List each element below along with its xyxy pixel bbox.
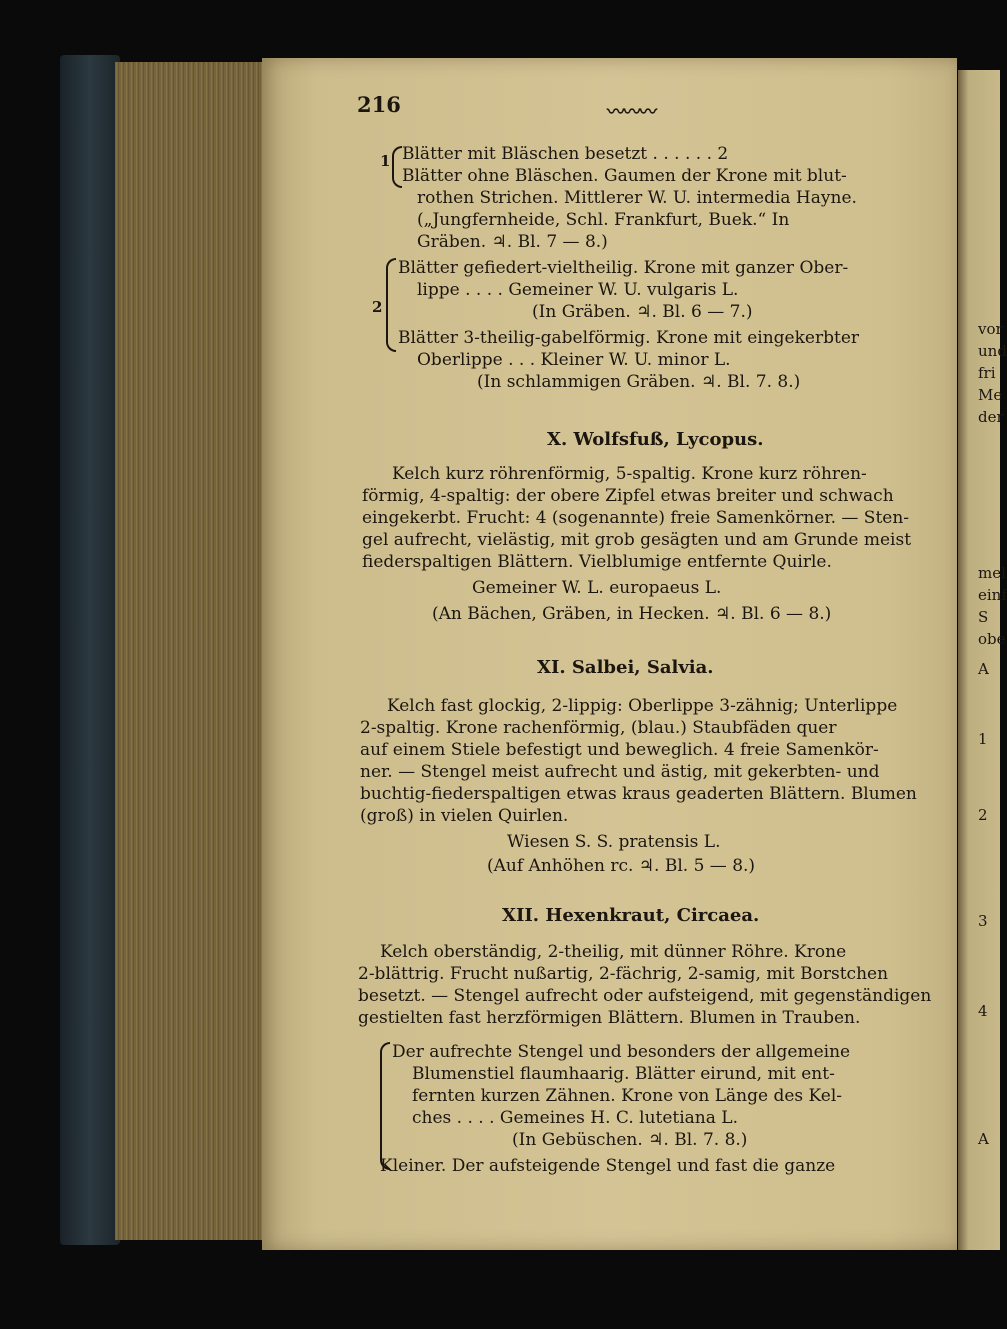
right-fragment: 2 — [978, 806, 988, 824]
key-3-line-2: Blumenstiel flaumhaarig. Blätter eirund, mit ent- — [412, 1064, 835, 1084]
key-number-1: 1 — [380, 152, 391, 170]
brace-1 — [392, 146, 402, 188]
key-number-2: 2 — [372, 298, 383, 316]
section-xi-line-8: (Auf Anhöhen rc. ♃. Bl. 5 — 8.) — [487, 856, 756, 876]
key-2-line-2: lippe . . . . Gemeiner W. U. vulgaris L. — [417, 280, 739, 300]
section-x-line-7: (An Bächen, Gräben, in Hecken. ♃. Bl. 6 — 8.) — [432, 604, 832, 624]
section-xi-line-6: (groß) in vielen Quirlen. — [360, 806, 569, 826]
right-fragment: vor — [978, 320, 1003, 338]
section-x-line-3: eingekerbt. Frucht: 4 (sogenannte) freie Samenkörner. — Sten- — [362, 508, 910, 528]
right-fragment: 4 — [978, 1002, 988, 1020]
section-x-line-2: förmig, 4-spaltig: der obere Zipfel etwas breiter und schwach — [362, 486, 894, 506]
section-xi-line-1: Kelch fast glockig, 2-lippig: Oberlippe 3-zähnig; Unterlippe — [387, 696, 898, 716]
brace-2 — [386, 258, 396, 352]
right-fragment: A — [978, 660, 989, 678]
section-xii-line-4: gestielten fast herzförmigen Blättern. Blumen in Trauben. — [358, 1008, 861, 1028]
key-1-line-5: Gräben. ♃. Bl. 7 — 8.) — [417, 232, 608, 252]
right-fragment: fri — [978, 364, 996, 382]
right-fragment: 3 — [978, 912, 988, 930]
book-page — [262, 58, 957, 1250]
section-xi-line-4: ner. — Stengel meist aufrecht und ästig, mit gekerbten- und — [360, 762, 880, 782]
key-1-line-2: Blätter ohne Bläschen. Gaumen der Krone mit blut- — [402, 166, 847, 186]
right-fragment: Me — [978, 386, 1003, 404]
facing-page-edge — [958, 70, 1007, 1250]
key-3-line-1: Der aufrechte Stengel und besonders der allgemeine — [392, 1042, 851, 1062]
section-xi-heading: XI. Salbei, Salvia. — [537, 657, 714, 678]
key-2-line-5: Oberlippe . . . Kleiner W. U. minor L. — [417, 350, 731, 370]
section-x-heading: X. Wolfsfuß, Lycopus. — [547, 429, 764, 450]
right-fragment: der — [978, 408, 1004, 426]
key-2-line-6: (In schlammigen Gräben. ♃. Bl. 7. 8.) — [477, 372, 801, 392]
right-fragment: einf — [978, 586, 1007, 604]
key-2-line-4: Blätter 3-theilig-gabelförmig. Krone mit eingekerbter — [398, 328, 860, 348]
section-xi-line-3: auf einem Stiele befestigt und beweglich. 4 freie Samenkör- — [360, 740, 879, 760]
section-xi-line-7: Wiesen S. S. pratensis L. — [507, 832, 721, 852]
key-3-line-6: Kleiner. Der aufsteigende Stengel und fast die ganze — [380, 1156, 836, 1176]
key-3-line-4: ches . . . . Gemeines H. C. lutetiana L. — [412, 1108, 738, 1128]
brace-3 — [380, 1042, 390, 1170]
section-xii-line-1: Kelch oberständig, 2-theilig, mit dünner Röhre. Krone — [380, 942, 847, 962]
key-3-line-3: fernten kurzen Zähnen. Krone von Länge des Kel- — [412, 1086, 843, 1106]
right-fragment: und — [978, 342, 1007, 360]
key-2-line-1: Blätter gefiedert-vieltheilig. Krone mit ganzer Ober- — [398, 258, 849, 278]
section-xi-line-2: 2-spaltig. Krone rachenförmig, (blau.) Staubfäden quer — [360, 718, 837, 738]
section-xii-line-2: 2-blättrig. Frucht nußartig, 2-fächrig, 2-samig, mit Borstchen — [358, 964, 889, 984]
section-x-line-5: fiederspaltigen Blättern. Vielblumige entfernte Quirle. — [362, 552, 832, 572]
section-x-line-4: gel aufrecht, vielästig, mit grob gesägten und am Grunde meist — [362, 530, 912, 550]
key-2-line-3: (In Gräben. ♃. Bl. 6 — 7.) — [532, 302, 753, 322]
section-x-line-6: Gemeiner W. L. europaeus L. — [472, 578, 722, 598]
key-1-line-4: („Jungfernheide, Schl. Frankfurt, Buek.“ In — [417, 210, 790, 230]
section-xii-heading: XII. Hexenkraut, Circaea. — [502, 905, 760, 926]
key-3-line-5: (In Gebüschen. ♃. Bl. 7. 8.) — [512, 1130, 748, 1150]
page-number: 216 — [357, 92, 401, 117]
key-1-line-3: rothen Strichen. Mittlerer W. U. intermedia Hayne. — [417, 188, 857, 208]
header-ornament: 〰〰〰 — [607, 102, 655, 123]
section-x-line-1: Kelch kurz röhrenförmig, 5-spaltig. Krone kurz röhren- — [392, 464, 867, 484]
right-fragment: S — [978, 608, 989, 626]
book-cover-left — [60, 55, 120, 1245]
right-fragment: mel — [978, 564, 1006, 582]
page-edges — [115, 62, 265, 1240]
right-fragment: obe — [978, 630, 1006, 648]
right-fragment: A — [978, 1130, 989, 1148]
right-fragment: 1 — [978, 730, 988, 748]
section-xii-line-3: besetzt. — Stengel aufrecht oder aufsteigend, mit gegenständigen — [358, 986, 932, 1006]
key-1-line-1: Blätter mit Bläschen besetzt . . . . . . 2 — [402, 144, 729, 164]
section-xi-line-5: buchtig-fiederspaltigen etwas kraus geaderten Blättern. Blumen — [360, 784, 917, 804]
